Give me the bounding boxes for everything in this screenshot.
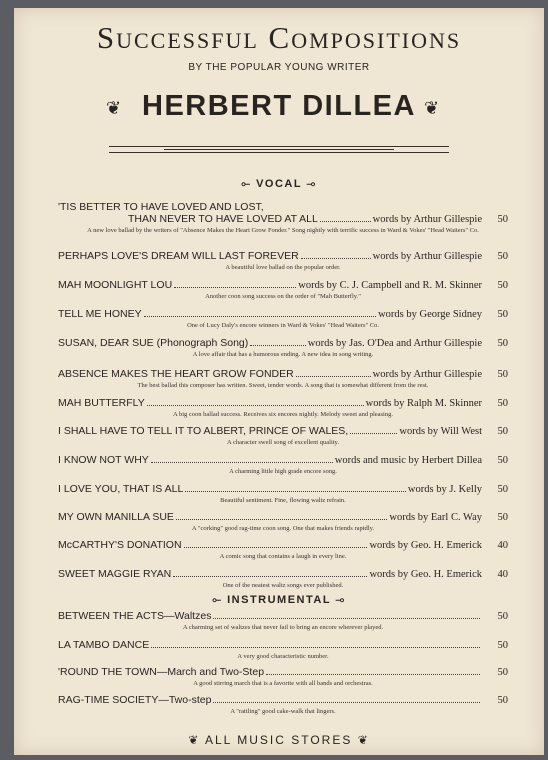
dot-leader	[176, 519, 388, 520]
song-title: THAN NEVER TO HAVE LOVED AT ALL	[128, 213, 318, 225]
song-entry	[58, 279, 508, 301]
piece-line	[58, 694, 508, 707]
dot-leader	[185, 491, 406, 492]
leaf-ornament-icon: ❦	[357, 733, 370, 747]
song-title: MY OWN MANILLA SUE	[58, 511, 174, 523]
piece-title: 'ROUND THE TOWN—March and Two-Step	[58, 666, 265, 678]
song-line	[58, 368, 508, 381]
swirl-left-icon: ⟜	[212, 594, 223, 606]
song-title: MAH MOONLIGHT LOU	[58, 279, 173, 291]
piece-title: BETWEEN THE ACTS—Waltzes	[58, 610, 212, 622]
song-title: MAH BUTTERFLY	[58, 397, 145, 409]
page-title: Successful Compositions	[96, 20, 462, 55]
dot-leader	[301, 258, 371, 259]
song-line	[58, 539, 508, 552]
song-credit: words by Earl C. Way	[389, 512, 482, 523]
song-entry	[58, 454, 508, 476]
sheet-music-back-cover	[14, 8, 544, 755]
dot-leader	[174, 287, 296, 288]
song-credit: words by J. Kelly	[407, 484, 482, 495]
song-description: A new love ballad by the writers of "Absence Makes the Heart Grow Fonder." Song nightly with terrific success in Ward & Vokes' "Head Waiters" Co.	[87, 227, 479, 234]
piece-title: LA TAMBO DANCE	[58, 639, 150, 651]
song-title: McCARTHY'S DONATION	[58, 539, 182, 551]
dot-leader	[184, 547, 368, 548]
swirl-left-icon: ⟜	[241, 178, 252, 190]
dot-leader	[151, 462, 333, 463]
song-price: 50	[497, 484, 508, 495]
song-description: One of Lucy Daly's encore winners in Ward & Vokes' "Head Waiters" Co.	[187, 322, 379, 329]
swirl-right-icon: ⊸	[306, 178, 317, 190]
song-credit: words by Ralph M. Skinner	[365, 398, 482, 409]
song-price: 50	[497, 512, 508, 523]
piece-line	[58, 610, 508, 623]
piece-price: 50	[497, 640, 508, 651]
song-description: The best ballad this composer has written. Sweet, tender words. A song that is somewhat different from the rest.	[137, 382, 429, 389]
song-credit: words by C. J. Campbell and R. M. Skinner	[298, 280, 482, 291]
dot-leader	[144, 316, 376, 317]
footer: ❦ ALL MUSIC STORES ❦	[188, 733, 370, 747]
song-credit: words and music by Herbert Dillea	[334, 455, 482, 466]
song-title: TELL ME HONEY	[58, 308, 142, 320]
dot-leader	[151, 647, 480, 648]
leaf-ornament-icon: ❦	[424, 98, 440, 118]
dot-leader	[350, 433, 397, 434]
piece-description: A very good characteristic number.	[237, 653, 329, 660]
song-entry	[58, 511, 508, 533]
song-credit: words by Arthur Gillespie	[372, 251, 482, 262]
instrumental-entry	[58, 610, 508, 632]
song-description: A love affair that has a humorous ending. A new idea in song writing.	[192, 351, 374, 358]
section-heading-instrumental: ⟜ INSTRUMENTAL ⊸	[212, 594, 346, 606]
song-line	[58, 425, 508, 438]
piece-line	[58, 639, 508, 652]
song-title-line-1	[58, 201, 508, 213]
song-price: 50	[497, 309, 508, 320]
song-entry	[58, 539, 508, 561]
song-description: A big coon ballad success. Receives six encores nightly. Melody sweet and pleasing.	[173, 411, 393, 418]
song-price: 50	[497, 455, 508, 466]
song-entry	[58, 337, 508, 359]
dot-leader	[213, 618, 480, 619]
song-line	[58, 250, 508, 263]
song-line	[58, 397, 508, 410]
song-line	[58, 511, 508, 524]
leaf-ornament-icon: ❦	[188, 733, 201, 747]
song-line	[58, 454, 508, 467]
song-entry	[58, 568, 508, 590]
song-title: SWEET MAGGIE RYAN	[58, 568, 172, 580]
song-price: 50	[497, 426, 508, 437]
song-description: A beautiful love ballad on the popular order.	[225, 264, 341, 271]
piece-line	[58, 666, 508, 679]
song-entry	[58, 308, 508, 330]
song-title: SUSAN, DEAR SUE (Phonograph Song)	[58, 337, 249, 349]
song-price: 50	[497, 280, 508, 291]
song-price: 50	[497, 398, 508, 409]
divider	[164, 149, 394, 150]
song-price: 50	[497, 369, 508, 380]
song-price: 50	[497, 338, 508, 349]
instrumental-entry	[58, 694, 508, 716]
instrumental-entry	[58, 666, 508, 688]
author-name: HERBERT DILLEA	[142, 90, 416, 122]
song-line	[58, 213, 508, 226]
song-credit: words by Will West	[399, 426, 482, 437]
piece-price: 50	[497, 611, 508, 622]
piece-description: A charming set of waltzes that never fail to bring an encore wherever played.	[182, 624, 384, 631]
song-description: A charming little high grade encore song.	[229, 468, 337, 475]
song-credit: words by Geo. H. Emerick	[369, 569, 482, 580]
song-description: A character swell song of excellent quality.	[226, 439, 340, 446]
divider	[109, 146, 449, 147]
dot-leader	[296, 376, 371, 377]
piece-description: A "rattling" good cake-walk that lingers.	[230, 708, 336, 715]
song-description: Another coon song success on the order of "Mah Butterfly."	[205, 293, 361, 300]
song-entry	[58, 201, 508, 235]
dot-leader	[320, 221, 371, 222]
song-entry	[58, 483, 508, 505]
song-credit: words by Arthur Gillespie	[372, 369, 482, 380]
song-credit: words by Jas. O'Dea and Arthur Gillespie	[307, 338, 482, 349]
instrumental-entry	[58, 639, 508, 661]
song-description: A "corking" good rag-time coon song. One that makes friends rapidly.	[191, 525, 375, 532]
song-title: I SHALL HAVE TO TELL IT TO ALBERT, PRINCE OF WALES,	[58, 425, 349, 437]
leaf-ornament-icon: ❦	[106, 98, 122, 118]
section-heading-vocal: ⟜ VOCAL ⊸	[241, 178, 317, 190]
song-title: 'TIS BETTER TO HAVE LOVED AND LOST,	[58, 201, 264, 213]
piece-description: A good stirring march that is a favorite with all bands and orchestras.	[193, 680, 373, 687]
divider	[109, 152, 449, 153]
piece-price: 50	[497, 667, 508, 678]
song-title: ABSENCE MAKES THE HEART GROW FONDER	[58, 368, 294, 380]
song-description: One of the neatest waltz songs ever published.	[222, 582, 344, 589]
dot-leader	[213, 702, 480, 703]
song-line	[58, 308, 508, 321]
song-line	[58, 279, 508, 292]
song-price: 50	[497, 251, 508, 262]
swirl-right-icon: ⊸	[335, 594, 346, 606]
song-credit: words by Geo. H. Emerick	[369, 540, 482, 551]
song-entry	[58, 250, 508, 272]
song-title: I KNOW NOT WHY	[58, 454, 149, 466]
song-title: I LOVE YOU, THAT IS ALL	[58, 483, 184, 495]
song-credit: words by George Sidney	[378, 309, 482, 320]
song-entry	[58, 368, 508, 390]
page-subtitle: BY THE POPULAR YOUNG WRITER	[188, 62, 370, 73]
song-line	[58, 337, 508, 350]
dot-leader	[266, 674, 480, 675]
dot-leader	[250, 345, 306, 346]
piece-price: 50	[497, 695, 508, 706]
song-credit: words by Arthur Gillespie	[372, 214, 482, 225]
dot-leader	[147, 405, 364, 406]
song-title: PERHAPS LOVE'S DREAM WILL LAST FOREVER	[58, 250, 299, 262]
song-price: 50	[497, 214, 508, 225]
song-entry	[58, 425, 508, 447]
song-entry	[58, 397, 508, 419]
song-price: 40	[497, 540, 508, 551]
song-line	[58, 483, 508, 496]
song-price: 40	[497, 569, 508, 580]
song-description: A comic song that contains a laugh in every line.	[219, 553, 347, 560]
song-description: Beautiful sentiment. Fine, flowing waltz refrain.	[220, 497, 346, 504]
dot-leader	[173, 576, 367, 577]
piece-title: RAG-TIME SOCIETY—Two-step	[58, 694, 212, 706]
song-line	[58, 568, 508, 581]
